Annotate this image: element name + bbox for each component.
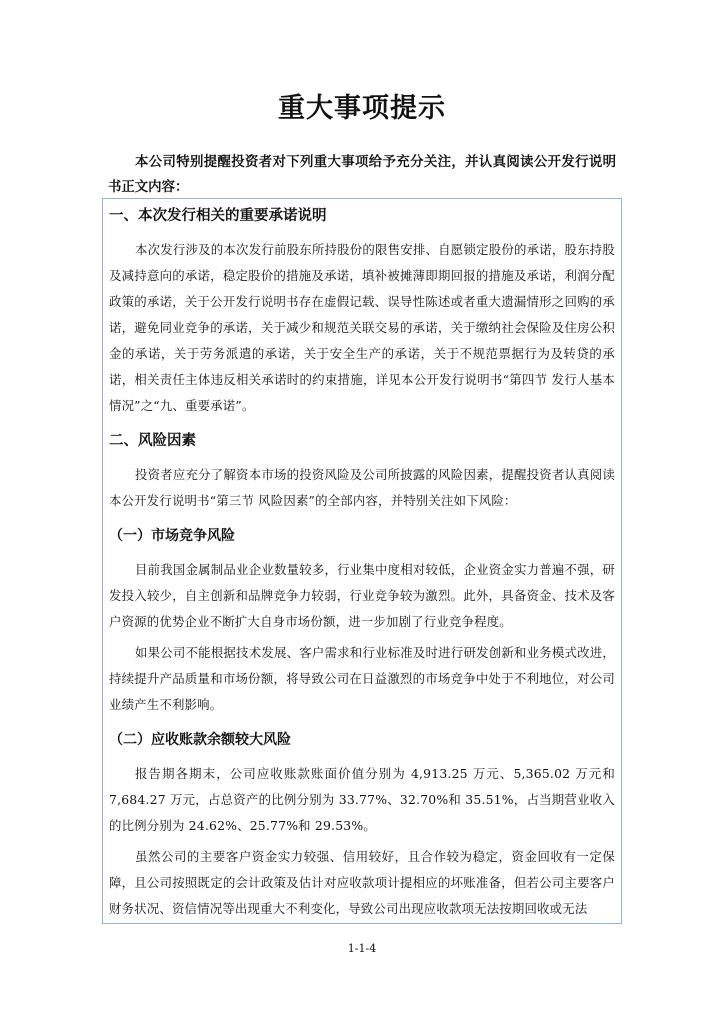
content-inner xyxy=(109,199,615,927)
subsection-heading-market-competition: （一）市场竞争风险 xyxy=(109,528,235,544)
page-number: 1-1-4 xyxy=(347,942,377,955)
section-heading-risk-factors: 二、风险因素 xyxy=(109,433,196,449)
page-title: 重大事项提示 xyxy=(278,93,446,124)
intro-paragraph: 本公司特别提醒投资者对下列重大事项给予充分关注，并认真阅读公开发行说明书正文内容： xyxy=(108,155,616,195)
content-box xyxy=(102,198,622,924)
market-competition-paragraph-2: 如果公司不能根据技术发展、客户需求和行业标准及时进行研发创新和业务模式改进，持续提升产品质量和市场份额，将导致公司在日益激烈的市场竞争中处于不利地位，对公司业绩产生不利影响。 xyxy=(109,645,615,712)
receivables-paragraph-2: 虽然公司的主要客户资金实力较强、信用较好，且合作较为稳定，资金回收有一定保障，且公司按照既定的会计政策及估计对应收款项计提相应的坏账准备，但若公司主要客户财务状况、资信情况等出现重大不利变化，导致公司出现应收款项无法按期回收或无法 xyxy=(109,849,615,916)
market-competition-paragraph-1: 目前我国金属制品业企业数量较多，行业集中度相对较低，企业资金实力普遍不强，研发投入较少，自主创新和品牌竞争力较弱，行业竞争较为激烈。此外，具备资金、技术及客户资源的优势企业不断扩大自身市场份额，进一步加剧了行业竞争程度。 xyxy=(109,562,615,629)
receivables-paragraph-1: 报告期各期末，公司应收账款账面价值分别为 4,913.25 万元、5,365.02 万元和 7,684.27 万元，占总资产的比例分别为 33.77%、32.70%和 35.51%，占当期营业收入的比例分别为 24.62%、25.77%和 29.53%。 xyxy=(109,766,615,833)
risk-factors-paragraph: 投资者应充分了解资本市场的投资风险及公司所披露的风险因素，提醒投资者认真阅读本公开发行说明书“第三节 风险因素”的全部内容，并特别关注如下风险： xyxy=(109,467,615,508)
commitments-paragraph: 本次发行涉及的本次发行前股东所持股份的限售安排、自愿锁定股份的承诺，股东持股及减持意向的承诺，稳定股价的措施及承诺，填补被摊薄即期回报的措施及承诺，利润分配政策的承诺，关于公开发行说明书存在虚假记载、误导性陈述或者重大遗漏情形之回购的承诺，避免同业竞争的承诺，关于减少和规范关联交易的承诺，关于缴纳社会保险及住房公积金的承诺，关于劳务派遣的承诺，关于安全生产的承诺，关于不规范票据行为及转贷的承诺，相关责任主体违反相关承诺时的约束措施，详见本公开发行说明书“第四节 发行人基本情况”之“九、重要承诺”。 xyxy=(109,242,615,413)
section-heading-commitments: 一、本次发行相关的重要承诺说明 xyxy=(109,208,327,224)
subsection-heading-receivables: （二）应收账款余额较大风险 xyxy=(109,732,291,748)
